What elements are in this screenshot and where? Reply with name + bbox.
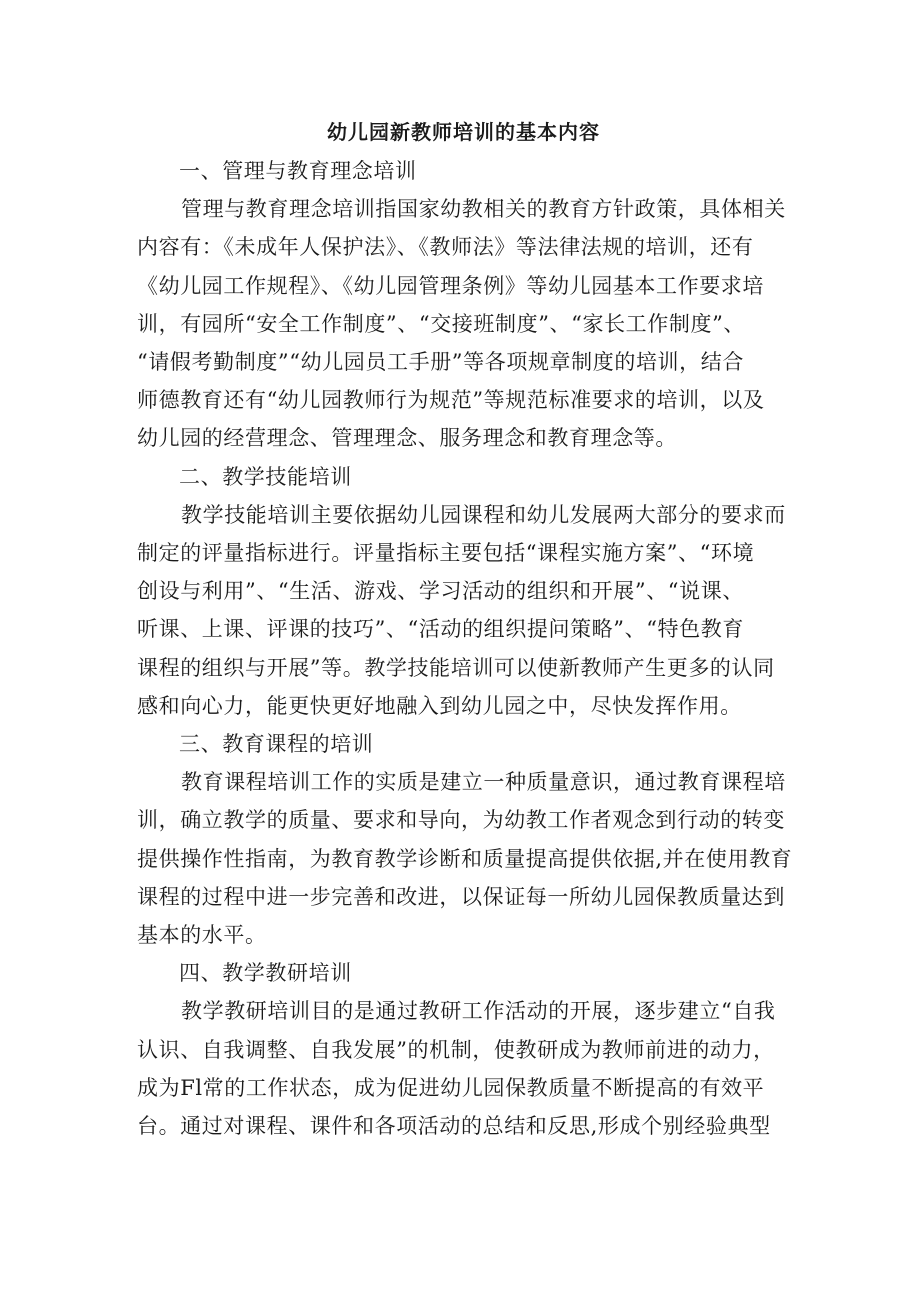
document-title: 幼儿园新教师培训的基本内容 <box>327 120 600 144</box>
paragraph-line: 管理与教育理念培训指国家幼教相关的教育方针政策，具体相关 <box>181 197 786 222</box>
paragraph-line: 训，确立教学的质量、要求和导向，为幼教工作者观念到行动的转变 <box>137 808 785 833</box>
paragraph-line: 提供操作性指南，为教育教学诊断和质量提高提供依据,并在使用教育 <box>137 846 793 871</box>
paragraph-line: 成为Fl常的工作状态，成为促进幼儿园保教质量不断提高的有效平 <box>137 1075 765 1100</box>
paragraph-line: 制定的评量指标进行。评量指标主要包括“课程实施方案”、“环境 <box>137 541 755 566</box>
paragraph-line: 认识、自我调整、自我发展”的机制，使教研成为教师前进的动力， <box>137 1037 775 1062</box>
paragraph-line: 教育课程培训工作的实质是建立一种质量意识，通过教育课程培 <box>181 770 786 795</box>
paragraph-line: 基本的水平。 <box>137 923 267 948</box>
section-heading-4: 四、教学教研培训 <box>179 961 352 986</box>
section-heading-1: 一、管理与教育理念培训 <box>179 159 417 183</box>
paragraph-line: 课程的组织与开展”等。教学技能培训可以使新教师产生更多的认同 <box>137 655 775 680</box>
paragraph-line: “请假考勤制度”“幼儿园员工手册”等各项规章制度的培训，结合 <box>137 350 744 375</box>
section-paragraph-2 <box>137 496 790 725</box>
paragraph-line: 课程的过程中进一步完善和改进，以保证每一所幼儿园保教质量达到 <box>137 884 785 909</box>
paragraph-line: 台。通过对课程、课件和各项活动的总结和反思,形成个别经验典型 <box>137 1114 771 1139</box>
paragraph-line: 听课、上课、评课的技巧”、“活动的组织提问策略”、“特色教育 <box>137 617 744 642</box>
section-paragraph-1 <box>137 190 790 457</box>
paragraph-line: 感和向心力，能更快更好地融入到幼儿园之中，尽快发挥作用。 <box>137 693 742 718</box>
paragraph-line: 训，有园所“安全工作制度”、“交接班制度”、“家长工作制度”、 <box>137 311 746 336</box>
paragraph-line: 师德教育还有“幼儿园教师行为规范”等规范标准要求的培训，以及 <box>137 388 765 413</box>
section-paragraph-3 <box>137 763 793 954</box>
section-heading-2: 二、教学技能培训 <box>179 464 352 489</box>
paragraph-line: 内容有：《未成年人保护法》、《教师法》等法律法规的培训，还有 <box>137 235 754 260</box>
paragraph-line: 《幼儿园工作规程》、《幼儿园管理条例》等幼儿园基本工作要求培 <box>137 273 764 298</box>
paragraph-line: 教学教研培训目的是通过教研工作活动的开展，逐步建立“自我 <box>181 999 776 1024</box>
section-paragraph-4 <box>137 992 790 1145</box>
section-heading-3: 三、教育课程的培训 <box>179 732 374 757</box>
paragraph-line: 幼儿园的经营理念、管理理念、服务理念和教育理念等。 <box>137 426 677 451</box>
paragraph-line: 教学技能培训主要依据幼儿园课程和幼儿发展两大部分的要求而 <box>181 502 786 527</box>
paragraph-line: 创设与利用”、“生活、游戏、学习活动的组织和开展”、“说课、 <box>137 579 744 604</box>
